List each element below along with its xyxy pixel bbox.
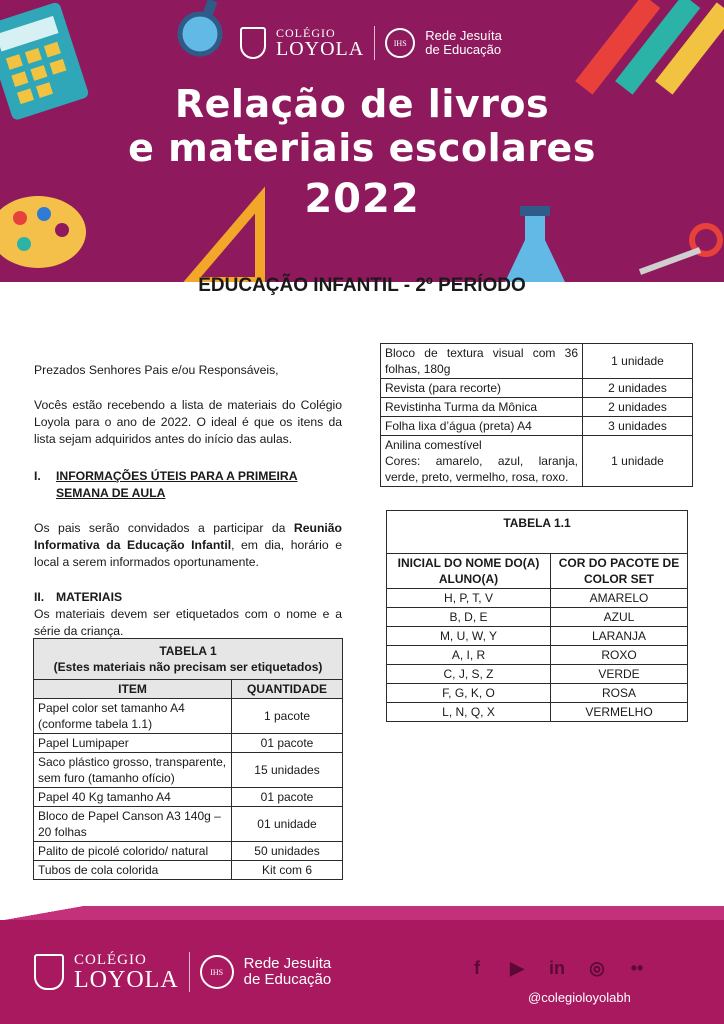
table-row: [34, 788, 343, 807]
initials-cell: B, D, E: [387, 608, 551, 627]
item-cell: Saco plástico grosso, transparente, sem furo (tamanho ofício): [34, 753, 232, 788]
table-caption: TABELA 1 (Estes materiais não precisam ser etiquetados): [34, 639, 343, 680]
logo-divider: [189, 952, 190, 992]
network-name: Rede Jesuita de Educação: [243, 955, 332, 988]
instagram-icon[interactable]: ◎: [589, 957, 605, 978]
materials-table-continued: [380, 343, 693, 487]
flickr-icon[interactable]: ••: [630, 957, 644, 978]
item-cell: Anilina comestível Cores: amarelo, azul, laranja, verde, preto, vermelho, rosa, roxo.: [381, 436, 583, 487]
social-links: [464, 956, 650, 980]
color-set-table: [386, 510, 688, 722]
table-row: [387, 627, 688, 646]
table-row: [34, 807, 343, 842]
item-cell: Tubos de cola colorida: [34, 861, 232, 880]
youtube-icon[interactable]: ▶: [510, 957, 524, 978]
ihs-emblem-icon: IHS: [385, 28, 415, 58]
column-header-initial: INICIAL DO NOME DO(A) ALUNO(A): [387, 554, 551, 589]
table-row: [381, 417, 693, 436]
header-banner: [0, 0, 724, 282]
page-title: EDUCAÇÃO INFANTIL - 2º PERÍODO: [198, 275, 526, 296]
item-cell: Folha lixa d’água (preta) A4: [381, 417, 583, 436]
item-cell: Bloco de Papel Canson A3 140g – 20 folhas: [34, 807, 232, 842]
section-2-heading: II. MATERIAIS: [34, 590, 123, 604]
table-row: [387, 589, 688, 608]
table-row: [34, 861, 343, 880]
item-cell: Papel 40 Kg tamanho A4: [34, 788, 232, 807]
quantity-cell: 1 unidade: [583, 436, 693, 487]
table-caption: TABELA 1.1: [387, 511, 688, 554]
network-name: Rede Jesuíta de Educação: [425, 28, 502, 57]
linkedin-icon[interactable]: in: [549, 957, 565, 978]
table-row: [34, 753, 343, 788]
table-row: [34, 699, 343, 734]
school-name-small: COLÉGIO: [276, 26, 336, 40]
color-cell: VERDE: [551, 665, 688, 684]
color-cell: AMARELO: [551, 589, 688, 608]
initials-cell: C, J, S, Z: [387, 665, 551, 684]
quantity-cell: 01 unidade: [232, 807, 343, 842]
item-cell: Bloco de textura visual com 36 folhas, 180g: [381, 344, 583, 379]
table-row: [381, 379, 693, 398]
school-crest-icon: [34, 954, 64, 990]
color-cell: LARANJA: [551, 627, 688, 646]
banner-title: Relação de livros e materiais escolares 2022: [0, 82, 724, 228]
logo-divider: [374, 26, 375, 60]
column-header-item: ITEM: [34, 680, 232, 699]
footer-school-logo: [34, 952, 331, 992]
quantity-cell: 01 pacote: [232, 734, 343, 753]
social-handle[interactable]: @colegioloyolabh: [528, 990, 631, 1005]
item-cell: Palito de picolé colorido/ natural: [34, 842, 232, 861]
school-crest-icon: [240, 27, 266, 59]
table-row: [381, 344, 693, 379]
facebook-icon[interactable]: f: [474, 957, 480, 978]
materials-table: [33, 638, 343, 880]
school-name: LOYOLA: [276, 38, 365, 60]
banner-year: 2022: [304, 176, 420, 222]
quantity-cell: 1 pacote: [232, 699, 343, 734]
column-header-quantity: QUANTIDADE: [232, 680, 343, 699]
quantity-cell: 1 unidade: [583, 344, 693, 379]
initials-cell: H, P, T, V: [387, 589, 551, 608]
table-row: [34, 734, 343, 753]
school-name: LOYOLA: [74, 966, 179, 993]
school-name-small: COLÉGIO: [74, 951, 147, 968]
ihs-emblem-icon: IHS: [200, 955, 234, 989]
letter-column: [34, 330, 342, 640]
color-cell: ROXO: [551, 646, 688, 665]
intro-paragraph: Vocês estão recebendo a lista de materiais do Colégio Loyola para o ano de 2022. O ideal é que os itens da lista sejam adquiridos antes do início das aulas.: [34, 398, 342, 446]
color-cell: ROSA: [551, 684, 688, 703]
initials-cell: A, I, R: [387, 646, 551, 665]
table-row: [387, 665, 688, 684]
quantity-cell: 2 unidades: [583, 379, 693, 398]
table-row: [34, 842, 343, 861]
meeting-paragraph: Os pais serão convidados a participar da Reunião Informativa da Educação Infantil, em dia, horário e local a serem informados oportunamente.: [34, 521, 342, 569]
initials-cell: L, N, Q, X: [387, 703, 551, 722]
greeting: Prezados Senhores Pais e/ou Responsáveis,: [34, 363, 279, 377]
column-header-color: COR DO PACOTE DE COLOR SET: [551, 554, 688, 589]
color-cell: VERMELHO: [551, 703, 688, 722]
table-row: [387, 608, 688, 627]
table-row: [381, 398, 693, 417]
quantity-cell: Kit com 6: [232, 861, 343, 880]
quantity-cell: 15 unidades: [232, 753, 343, 788]
quantity-cell: 50 unidades: [232, 842, 343, 861]
quantity-cell: 2 unidades: [583, 398, 693, 417]
table-row: [387, 646, 688, 665]
item-cell: Papel color set tamanho A4 (conforme tabela 1.1): [34, 699, 232, 734]
table-row: [387, 703, 688, 722]
school-logo: [240, 26, 502, 60]
color-cell: AZUL: [551, 608, 688, 627]
quantity-cell: 01 pacote: [232, 788, 343, 807]
table-row: [387, 684, 688, 703]
initials-cell: F, G, K, O: [387, 684, 551, 703]
section-2-text: Os materiais devem ser etiquetados com o nome e a série da criança.: [34, 607, 342, 638]
item-cell: Revistinha Turma da Mônica: [381, 398, 583, 417]
section-1-heading: I. INFORMAÇÕES ÚTEIS PARA A PRIMEIRA SEMANA DE AULA: [34, 469, 298, 500]
initials-cell: M, U, W, Y: [387, 627, 551, 646]
quantity-cell: 3 unidades: [583, 417, 693, 436]
table-row: [381, 436, 693, 487]
item-cell: Papel Lumipaper: [34, 734, 232, 753]
item-cell: Revista (para recorte): [381, 379, 583, 398]
item-detail: Cores: amarelo, azul, laranja, verde, preto, vermelho, rosa, roxo.: [385, 454, 578, 484]
